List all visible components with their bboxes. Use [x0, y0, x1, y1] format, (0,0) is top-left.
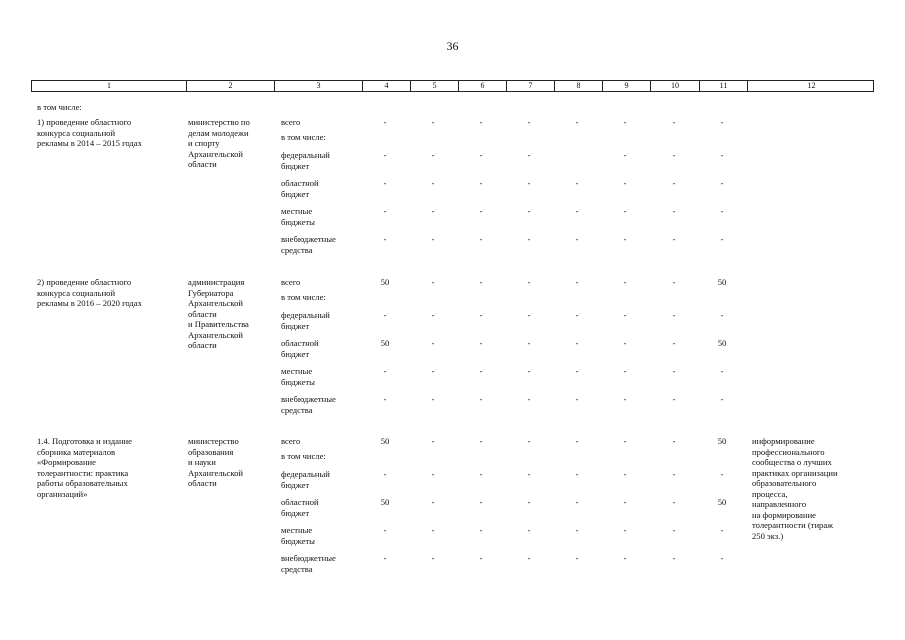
cell-extra-col8: - [575, 553, 579, 563]
cell-regional-col4: 50 [380, 497, 390, 507]
funding-label-local: бюджеты [281, 216, 315, 227]
cell-extra-col8: - [575, 234, 579, 244]
cell-federal-col11: - [720, 310, 724, 320]
cell-total-col9: - [623, 117, 627, 127]
cell-federal-col4: - [383, 150, 387, 160]
executor-line: министерство [188, 436, 239, 446]
funding-label-regional: областной [281, 497, 319, 507]
expected-result-line: 250 экз.) [752, 530, 784, 541]
cell-local-col10: - [672, 206, 676, 216]
funding-label-total: всего [281, 436, 301, 446]
activity-name-line: 1.4. Подготовка и издание [37, 436, 132, 446]
cell-federal-col5: - [431, 150, 435, 160]
funding-label-regional: областной [281, 338, 319, 348]
cell-regional-col8: - [575, 497, 579, 507]
cell-extra-col9: - [623, 234, 627, 244]
cell-local-col5: - [431, 366, 435, 376]
cell-federal-col4: - [383, 469, 387, 479]
column-header-3: 3 [274, 81, 362, 91]
cell-total-col11: 50 [717, 277, 727, 287]
cell-local-col7: - [527, 206, 531, 216]
funding-label-local: местные [281, 206, 313, 216]
executor-line: и науки [188, 457, 216, 467]
cell-regional-col8: - [575, 178, 579, 188]
cell-regional-col5: - [431, 497, 435, 507]
expected-result-line: сообщества о лучших [752, 457, 832, 467]
cell-local-col10: - [672, 366, 676, 376]
cell-local-col6: - [479, 366, 483, 376]
expected-result-line: образовательного [752, 478, 817, 488]
cell-regional-col10: - [672, 497, 676, 507]
page-number: 36 [446, 39, 459, 53]
cell-federal-col6: - [479, 150, 483, 160]
cell-local-col8: - [575, 525, 579, 535]
funding-label-federal: федеральный [281, 469, 330, 479]
column-header-11: 11 [699, 81, 747, 91]
cell-federal-col9: - [623, 469, 627, 479]
cell-regional-col6: - [479, 497, 483, 507]
cell-extra-col10: - [672, 234, 676, 244]
activity-name-line: 1) проведение областного [37, 117, 132, 127]
cell-local-col11: - [720, 206, 724, 216]
executor-line: области [188, 308, 217, 319]
executor-line: области [188, 478, 217, 488]
column-header-5: 5 [410, 81, 458, 91]
funding-label-extra: средства [281, 404, 313, 415]
cell-local-col8: - [575, 206, 579, 216]
executor-line: и спорту [188, 138, 220, 148]
expected-result-line: направленного [752, 499, 807, 509]
cell-regional-col9: - [623, 338, 627, 348]
executor-line: образования [188, 446, 234, 457]
activity-name-line: конкурса социальной [37, 287, 116, 298]
cell-federal-col8: - [575, 469, 579, 479]
executor-line: министерство по [188, 117, 250, 127]
funding-label-extra: средства [281, 563, 313, 574]
cell-local-col5: - [431, 206, 435, 216]
funding-label-extra: средства [281, 244, 313, 255]
executor-line: администрация [188, 277, 245, 287]
funding-label-federal: бюджет [281, 320, 310, 331]
cell-regional-col5: - [431, 338, 435, 348]
cell-total-col9: - [623, 436, 627, 446]
cell-extra-col4: - [383, 234, 387, 244]
activity-name-line: рекламы в 2016 – 2020 годах [37, 298, 142, 308]
cell-total-col7: - [527, 436, 531, 446]
cell-total-col4: 50 [380, 436, 390, 446]
column-header-10: 10 [650, 81, 699, 91]
cell-extra-col4: - [383, 394, 387, 404]
executor-line: и Правительства [188, 319, 249, 329]
funding-label-including: в том числе: [281, 292, 326, 302]
cell-local-col6: - [479, 206, 483, 216]
cell-total-col9: - [623, 277, 627, 287]
cell-local-col7: - [527, 525, 531, 535]
funding-label-regional: бюджет [281, 348, 310, 359]
activity-name-line: толерантности: практика [37, 467, 129, 478]
cell-extra-col9: - [623, 394, 627, 404]
expected-result-line: процесса, [752, 488, 788, 499]
activity-name-line: конкурса социальной [37, 127, 116, 138]
column-header-8: 8 [554, 81, 602, 91]
cell-total-col7: - [527, 117, 531, 127]
cell-local-col11: - [720, 366, 724, 376]
cell-extra-col8: - [575, 394, 579, 404]
cell-extra-col7: - [527, 553, 531, 563]
executor-line: области [188, 159, 217, 169]
cell-local-col10: - [672, 525, 676, 535]
executor-line: области [188, 340, 217, 350]
cell-regional-col9: - [623, 497, 627, 507]
cell-federal-col11: - [720, 150, 724, 160]
cell-federal-col10: - [672, 150, 676, 160]
cell-total-col6: - [479, 277, 483, 287]
cell-local-col5: - [431, 525, 435, 535]
cell-federal-col7: - [527, 469, 531, 479]
cell-extra-col6: - [479, 234, 483, 244]
cell-regional-col6: - [479, 338, 483, 348]
funding-label-regional: бюджет [281, 507, 310, 518]
cell-regional-col10: - [672, 338, 676, 348]
cell-federal-col5: - [431, 310, 435, 320]
cell-total-col8: - [575, 277, 579, 287]
expected-result-line: на формирование [752, 509, 816, 520]
cell-local-col9: - [623, 525, 627, 535]
funding-label-extra: внебюджетные [281, 553, 336, 563]
funding-label-regional: бюджет [281, 188, 310, 199]
expected-result-line: профессионального [752, 446, 825, 457]
executor-line: Архангельской [188, 148, 243, 159]
cell-extra-col7: - [527, 234, 531, 244]
cell-federal-col9: - [623, 150, 627, 160]
expected-result-line: толерантности (тираж [752, 520, 834, 530]
funding-label-including: в том числе: [281, 451, 326, 461]
cell-regional-col7: - [527, 497, 531, 507]
cell-extra-col11: - [720, 553, 724, 563]
executor-line: Архангельской [188, 467, 243, 478]
column-header-4: 4 [362, 81, 410, 91]
cell-total-col5: - [431, 436, 435, 446]
funding-label-federal: федеральный [281, 150, 330, 160]
cell-federal-col6: - [479, 469, 483, 479]
cell-extra-col10: - [672, 394, 676, 404]
funding-label-regional: областной [281, 178, 319, 188]
activity-name-line: организаций» [37, 488, 88, 499]
cell-extra-col11: - [720, 394, 724, 404]
cell-federal-col5: - [431, 469, 435, 479]
cell-regional-col11: 50 [717, 338, 727, 348]
funding-label-total: всего [281, 117, 301, 127]
funding-label-local: местные [281, 366, 313, 376]
activity-name-line: 2) проведение областного [37, 277, 132, 287]
cell-regional-col9: - [623, 178, 627, 188]
cell-extra-col11: - [720, 234, 724, 244]
funding-label-total: всего [281, 277, 301, 287]
cell-total-col11: 50 [717, 436, 727, 446]
executor-line: Архангельской [188, 329, 243, 340]
activity-name-line: «Формирование [37, 457, 96, 467]
funding-label-federal: федеральный [281, 310, 330, 320]
cell-total-col6: - [479, 117, 483, 127]
funding-label-federal: бюджет [281, 160, 310, 171]
cell-local-col4: - [383, 525, 387, 535]
cell-total-col5: - [431, 277, 435, 287]
cell-federal-col10: - [672, 469, 676, 479]
column-header-7: 7 [506, 81, 554, 91]
cell-extra-col5: - [431, 394, 435, 404]
cell-federal-col8: - [575, 310, 579, 320]
cell-federal-col7: - [527, 310, 531, 320]
funding-label-extra: внебюджетные [281, 234, 336, 244]
cell-total-col8: - [575, 436, 579, 446]
cell-total-col11: - [720, 117, 724, 127]
funding-label-local: бюджеты [281, 535, 315, 546]
cell-total-col8: - [575, 117, 579, 127]
cell-regional-col7: - [527, 178, 531, 188]
cell-total-col6: - [479, 436, 483, 446]
activity-name-line: работы образовательных [37, 478, 128, 488]
cell-extra-col4: - [383, 553, 387, 563]
executor-line: Губернатора [188, 287, 234, 298]
cell-federal-col7: - [527, 150, 531, 160]
expected-result-line: практиках организации [752, 467, 838, 478]
cell-federal-col4: - [383, 310, 387, 320]
cell-total-col4: 50 [380, 277, 390, 287]
cell-regional-col11: - [720, 178, 724, 188]
cell-local-col6: - [479, 525, 483, 535]
funding-label-including: в том числе: [281, 132, 326, 142]
intro-label: в том числе: [37, 102, 82, 112]
activity-name-line: рекламы в 2014 – 2015 годах [37, 138, 142, 148]
cell-federal-col10: - [672, 310, 676, 320]
cell-regional-col5: - [431, 178, 435, 188]
column-header-1: 1 [107, 81, 111, 90]
cell-total-col5: - [431, 117, 435, 127]
cell-regional-col10: - [672, 178, 676, 188]
column-header-6: 6 [458, 81, 506, 91]
cell-extra-col7: - [527, 394, 531, 404]
cell-federal-col6: - [479, 310, 483, 320]
cell-total-col10: - [672, 436, 676, 446]
cell-regional-col4: - [383, 178, 387, 188]
cell-extra-col5: - [431, 234, 435, 244]
cell-regional-col4: 50 [380, 338, 390, 348]
cell-regional-col7: - [527, 338, 531, 348]
executor-line: Архангельской [188, 298, 243, 308]
column-header-row [31, 80, 874, 92]
cell-local-col8: - [575, 366, 579, 376]
funding-label-local: бюджеты [281, 376, 315, 387]
cell-local-col11: - [720, 525, 724, 535]
cell-extra-col6: - [479, 553, 483, 563]
cell-regional-col6: - [479, 178, 483, 188]
cell-local-col4: - [383, 206, 387, 216]
column-header-2: 2 [186, 81, 274, 91]
cell-total-col7: - [527, 277, 531, 287]
funding-label-extra: внебюджетные [281, 394, 336, 404]
cell-regional-col11: 50 [717, 497, 727, 507]
cell-extra-col5: - [431, 553, 435, 563]
cell-federal-col11: - [720, 469, 724, 479]
cell-federal-col9: - [623, 310, 627, 320]
column-header-12: 12 [747, 81, 875, 91]
cell-local-col4: - [383, 366, 387, 376]
cell-local-col7: - [527, 366, 531, 376]
expected-result-line: информирование [752, 436, 815, 446]
cell-total-col10: - [672, 277, 676, 287]
cell-extra-col6: - [479, 394, 483, 404]
executor-line: делам молодежи [188, 127, 249, 138]
funding-label-federal: бюджет [281, 479, 310, 490]
cell-total-col4: - [383, 117, 387, 127]
cell-regional-col8: - [575, 338, 579, 348]
cell-local-col9: - [623, 366, 627, 376]
cell-local-col9: - [623, 206, 627, 216]
cell-extra-col10: - [672, 553, 676, 563]
cell-total-col10: - [672, 117, 676, 127]
funding-label-local: местные [281, 525, 313, 535]
activity-name-line: сборника материалов [37, 446, 116, 457]
column-header-9: 9 [602, 81, 650, 91]
cell-extra-col9: - [623, 553, 627, 563]
